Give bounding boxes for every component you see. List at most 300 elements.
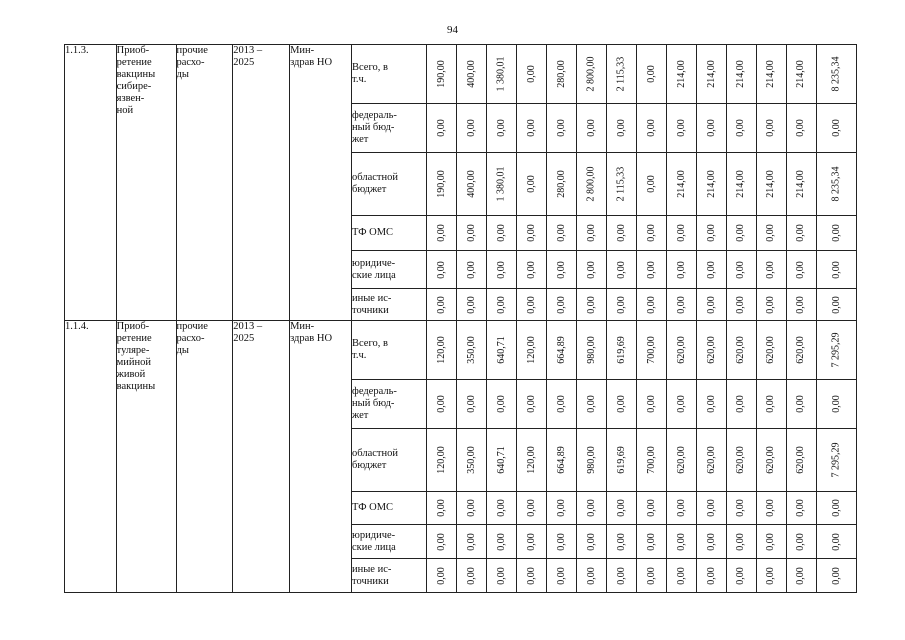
value-cell xyxy=(816,153,856,216)
value-cell xyxy=(547,492,577,525)
value-cell xyxy=(457,559,487,593)
value-cell xyxy=(607,153,637,216)
value-text: 0,00 xyxy=(735,295,747,314)
value-text: 350,00 xyxy=(465,336,477,364)
value-text: 0,00 xyxy=(465,532,477,551)
value-text: 0,00 xyxy=(435,224,447,242)
value-text: 0,00 xyxy=(525,566,537,585)
value-text: 0,00 xyxy=(795,295,807,314)
value-cell xyxy=(786,525,816,559)
value-text: 0,00 xyxy=(795,224,807,242)
value-text: 350,00 xyxy=(465,446,477,474)
value-cell xyxy=(816,525,856,559)
value-text: 0,00 xyxy=(525,395,537,413)
value-text: 280,00 xyxy=(555,60,567,88)
value-text: 0,00 xyxy=(525,175,537,193)
value-text: 620,00 xyxy=(675,336,687,364)
value-cell xyxy=(547,104,577,153)
value-text: 0,00 xyxy=(675,224,687,242)
value-cell xyxy=(816,251,856,289)
value-text: 0,00 xyxy=(555,224,567,242)
value-text: 0,00 xyxy=(585,566,597,585)
value-text: 8 235,34 xyxy=(830,56,842,92)
page-number: 94 xyxy=(447,24,458,36)
value-text: 0,00 xyxy=(765,532,777,551)
value-text: 214,00 xyxy=(795,60,807,88)
value-cell xyxy=(607,104,637,153)
value-text: 400,00 xyxy=(465,170,477,198)
value-cell xyxy=(756,380,786,429)
value-cell xyxy=(786,45,816,104)
value-text: 620,00 xyxy=(705,446,717,474)
value-text: 0,00 xyxy=(435,260,447,279)
value-text: 0,00 xyxy=(830,119,842,137)
value-text: 0,00 xyxy=(735,566,747,585)
value-text: 0,00 xyxy=(495,395,507,413)
value-text: 620,00 xyxy=(765,336,777,364)
value-cell xyxy=(636,321,666,380)
value-text: 0,00 xyxy=(615,119,627,137)
value-cell xyxy=(427,45,457,104)
value-text: 0,00 xyxy=(705,532,717,551)
value-cell xyxy=(726,492,756,525)
value-cell xyxy=(636,559,666,593)
value-text: 0,00 xyxy=(735,532,747,551)
value-text: 0,00 xyxy=(585,119,597,137)
value-text: 214,00 xyxy=(705,170,717,198)
value-text: 280,00 xyxy=(555,170,567,198)
value-cell xyxy=(696,216,726,251)
value-text: 0,00 xyxy=(735,119,747,137)
value-cell xyxy=(427,380,457,429)
value-text: 620,00 xyxy=(795,446,807,474)
value-cell xyxy=(547,153,577,216)
value-cell xyxy=(607,429,637,492)
table-row xyxy=(65,45,857,104)
value-text: 0,00 xyxy=(795,119,807,137)
value-text: 214,00 xyxy=(735,170,747,198)
value-cell xyxy=(427,216,457,251)
value-text: 0,00 xyxy=(795,566,807,585)
value-text: 0,00 xyxy=(735,260,747,279)
value-cell xyxy=(786,153,816,216)
value-cell xyxy=(577,559,607,593)
period: 2013 – 2025 xyxy=(233,45,290,321)
value-cell xyxy=(726,45,756,104)
value-text: 0,00 xyxy=(525,224,537,242)
table-row xyxy=(65,321,857,380)
value-cell xyxy=(427,559,457,593)
value-cell xyxy=(696,251,726,289)
value-text: 640,71 xyxy=(495,336,507,364)
value-cell xyxy=(636,492,666,525)
value-cell xyxy=(666,104,696,153)
value-cell xyxy=(756,321,786,380)
value-text: 0,00 xyxy=(830,295,842,314)
value-cell xyxy=(607,559,637,593)
value-text: 0,00 xyxy=(795,499,807,517)
value-cell xyxy=(696,153,726,216)
value-text: 190,00 xyxy=(435,170,447,198)
value-cell xyxy=(607,251,637,289)
value-text: 980,00 xyxy=(585,446,597,474)
value-text: 0,00 xyxy=(555,395,567,413)
value-text: 0,00 xyxy=(645,260,657,279)
value-cell xyxy=(487,104,517,153)
value-cell xyxy=(457,525,487,559)
value-text: 7 295,29 xyxy=(830,332,842,368)
funding-source-label: федераль- ный бюд- жет xyxy=(352,104,427,153)
value-text: 620,00 xyxy=(735,446,747,474)
value-text: 2 115,33 xyxy=(615,166,627,202)
value-cell xyxy=(816,380,856,429)
value-cell xyxy=(756,104,786,153)
value-cell xyxy=(666,559,696,593)
value-text: 620,00 xyxy=(735,336,747,364)
value-text: 0,00 xyxy=(435,499,447,517)
value-cell xyxy=(726,216,756,251)
value-text: 0,00 xyxy=(525,260,537,279)
value-text: 0,00 xyxy=(615,224,627,242)
value-cell xyxy=(636,45,666,104)
value-text: 0,00 xyxy=(675,566,687,585)
value-text: 0,00 xyxy=(615,260,627,279)
value-cell xyxy=(786,492,816,525)
value-cell xyxy=(756,251,786,289)
value-cell xyxy=(487,153,517,216)
value-text: 620,00 xyxy=(795,336,807,364)
value-text: 0,00 xyxy=(435,295,447,314)
value-cell xyxy=(756,429,786,492)
value-text: 0,00 xyxy=(765,566,777,585)
value-cell xyxy=(577,216,607,251)
value-cell xyxy=(816,289,856,321)
value-text: 2 800,00 xyxy=(585,56,597,92)
value-text: 620,00 xyxy=(705,336,717,364)
value-text: 0,00 xyxy=(555,532,567,551)
value-cell xyxy=(636,429,666,492)
value-cell xyxy=(547,429,577,492)
value-cell xyxy=(517,429,547,492)
value-cell xyxy=(457,321,487,380)
value-cell xyxy=(487,216,517,251)
value-text: 0,00 xyxy=(435,532,447,551)
value-text: 0,00 xyxy=(585,499,597,517)
value-text: 0,00 xyxy=(615,566,627,585)
value-cell xyxy=(756,216,786,251)
value-text: 0,00 xyxy=(585,532,597,551)
value-cell xyxy=(457,251,487,289)
value-text: 0,00 xyxy=(830,499,842,517)
value-text: 0,00 xyxy=(705,295,717,314)
value-cell xyxy=(517,216,547,251)
funding-source-label: областной бюджет xyxy=(352,429,427,492)
value-cell xyxy=(487,429,517,492)
value-text: 0,00 xyxy=(795,532,807,551)
value-text: 0,00 xyxy=(735,224,747,242)
value-cell xyxy=(756,525,786,559)
value-cell xyxy=(457,380,487,429)
executor: Мин- здрав НО xyxy=(290,321,352,593)
value-cell xyxy=(696,289,726,321)
value-cell xyxy=(726,251,756,289)
funding-source-label: юридиче- ские лица xyxy=(352,525,427,559)
value-text: 1 380,01 xyxy=(495,166,507,202)
value-text: 0,00 xyxy=(525,295,537,314)
value-cell xyxy=(786,251,816,289)
value-cell xyxy=(666,492,696,525)
value-cell xyxy=(457,289,487,321)
value-text: 214,00 xyxy=(675,170,687,198)
value-cell xyxy=(726,153,756,216)
value-text: 0,00 xyxy=(465,260,477,279)
value-cell xyxy=(457,492,487,525)
value-text: 0,00 xyxy=(495,260,507,279)
value-cell xyxy=(726,559,756,593)
value-text: 0,00 xyxy=(525,65,537,83)
value-text: 0,00 xyxy=(645,119,657,137)
value-cell xyxy=(726,429,756,492)
value-text: 120,00 xyxy=(525,446,537,474)
value-cell xyxy=(786,321,816,380)
value-text: 0,00 xyxy=(735,499,747,517)
value-text: 7 295,29 xyxy=(830,442,842,478)
value-cell xyxy=(696,104,726,153)
value-text: 0,00 xyxy=(435,119,447,137)
value-text: 0,00 xyxy=(675,395,687,413)
value-text: 0,00 xyxy=(705,499,717,517)
value-text: 120,00 xyxy=(435,336,447,364)
value-cell xyxy=(726,321,756,380)
value-cell xyxy=(577,251,607,289)
value-cell xyxy=(696,492,726,525)
value-text: 214,00 xyxy=(795,170,807,198)
value-text: 0,00 xyxy=(495,532,507,551)
value-text: 0,00 xyxy=(525,499,537,517)
value-cell xyxy=(816,492,856,525)
value-text: 0,00 xyxy=(585,295,597,314)
value-cell xyxy=(726,104,756,153)
value-text: 0,00 xyxy=(615,295,627,314)
value-cell xyxy=(756,289,786,321)
value-text: 640,71 xyxy=(495,446,507,474)
value-cell xyxy=(666,289,696,321)
value-cell xyxy=(427,492,457,525)
value-text: 0,00 xyxy=(525,532,537,551)
value-text: 0,00 xyxy=(645,499,657,517)
value-text: 0,00 xyxy=(830,260,842,279)
value-cell xyxy=(756,45,786,104)
value-text: 0,00 xyxy=(705,224,717,242)
value-cell xyxy=(666,251,696,289)
funding-source-label: иные ис- точники xyxy=(352,559,427,593)
value-text: 214,00 xyxy=(675,60,687,88)
value-text: 0,00 xyxy=(645,224,657,242)
funding-source-label: федераль- ный бюд- жет xyxy=(352,380,427,429)
value-cell xyxy=(607,492,637,525)
value-text: 0,00 xyxy=(495,499,507,517)
value-text: 0,00 xyxy=(465,224,477,242)
value-cell xyxy=(547,525,577,559)
value-cell xyxy=(457,45,487,104)
value-cell xyxy=(666,525,696,559)
value-cell xyxy=(487,289,517,321)
value-cell xyxy=(547,559,577,593)
value-text: 0,00 xyxy=(705,566,717,585)
value-text: 214,00 xyxy=(705,60,717,88)
value-text: 0,00 xyxy=(645,175,657,193)
value-cell xyxy=(577,45,607,104)
funding-source-label: юридиче- ские лица xyxy=(352,251,427,289)
value-text: 0,00 xyxy=(555,295,567,314)
value-text: 0,00 xyxy=(555,499,567,517)
value-cell xyxy=(666,321,696,380)
value-cell xyxy=(547,321,577,380)
value-text: 0,00 xyxy=(765,295,777,314)
value-cell xyxy=(517,45,547,104)
value-cell xyxy=(786,559,816,593)
value-text: 0,00 xyxy=(555,260,567,279)
value-cell xyxy=(577,321,607,380)
measure-name: Приоб- ретение туляре- мийной живой вакцины xyxy=(116,321,176,593)
value-text: 664,89 xyxy=(555,336,567,364)
value-cell xyxy=(636,153,666,216)
value-text: 0,00 xyxy=(555,566,567,585)
value-cell xyxy=(577,104,607,153)
value-cell xyxy=(786,380,816,429)
cost-type: прочие расхо- ды xyxy=(176,45,233,321)
value-cell xyxy=(636,104,666,153)
value-cell xyxy=(607,216,637,251)
value-text: 0,00 xyxy=(705,260,717,279)
value-text: 0,00 xyxy=(645,566,657,585)
value-text: 0,00 xyxy=(615,499,627,517)
value-cell xyxy=(487,321,517,380)
value-text: 214,00 xyxy=(765,170,777,198)
value-text: 0,00 xyxy=(830,395,842,413)
value-text: 214,00 xyxy=(735,60,747,88)
period: 2013 – 2025 xyxy=(233,321,290,593)
value-cell xyxy=(487,525,517,559)
value-cell xyxy=(427,251,457,289)
value-text: 700,00 xyxy=(645,446,657,474)
value-cell xyxy=(696,525,726,559)
value-cell xyxy=(487,380,517,429)
value-text: 0,00 xyxy=(675,295,687,314)
value-cell xyxy=(816,321,856,380)
value-cell xyxy=(786,429,816,492)
value-cell xyxy=(666,216,696,251)
value-cell xyxy=(607,45,637,104)
value-cell xyxy=(726,380,756,429)
value-text: 0,00 xyxy=(465,499,477,517)
value-text: 8 235,34 xyxy=(830,166,842,202)
value-text: 0,00 xyxy=(675,260,687,279)
value-cell xyxy=(427,153,457,216)
value-cell xyxy=(427,289,457,321)
value-text: 0,00 xyxy=(830,224,842,242)
value-text: 190,00 xyxy=(435,60,447,88)
value-cell xyxy=(786,289,816,321)
value-cell xyxy=(577,289,607,321)
value-text: 0,00 xyxy=(465,395,477,413)
value-text: 0,00 xyxy=(645,295,657,314)
value-text: 0,00 xyxy=(495,119,507,137)
value-text: 120,00 xyxy=(435,446,447,474)
measure-code: 1.1.3. xyxy=(65,45,117,321)
measure-code: 1.1.4. xyxy=(65,321,117,593)
budget-table xyxy=(64,44,857,593)
value-cell xyxy=(666,45,696,104)
value-cell xyxy=(487,559,517,593)
funding-source-label: Всего, в т.ч. xyxy=(352,45,427,104)
value-text: 0,00 xyxy=(465,119,477,137)
value-cell xyxy=(696,321,726,380)
value-cell xyxy=(517,559,547,593)
value-cell xyxy=(696,429,726,492)
value-text: 0,00 xyxy=(555,119,567,137)
value-cell xyxy=(487,251,517,289)
value-text: 0,00 xyxy=(795,260,807,279)
value-cell xyxy=(786,216,816,251)
value-cell xyxy=(427,321,457,380)
value-cell xyxy=(427,429,457,492)
funding-source-label: иные ис- точники xyxy=(352,289,427,321)
value-text: 0,00 xyxy=(585,395,597,413)
value-cell xyxy=(577,492,607,525)
measure-name: Приоб- ретение вакцины сибире- язвен- ной xyxy=(116,45,176,321)
value-text: 120,00 xyxy=(525,336,537,364)
value-text: 0,00 xyxy=(525,119,537,137)
value-text: 214,00 xyxy=(765,60,777,88)
value-cell xyxy=(666,153,696,216)
value-text: 0,00 xyxy=(675,119,687,137)
value-cell xyxy=(636,216,666,251)
value-text: 0,00 xyxy=(705,395,717,413)
value-cell xyxy=(577,525,607,559)
value-cell xyxy=(517,321,547,380)
value-text: 0,00 xyxy=(645,532,657,551)
value-text: 0,00 xyxy=(705,119,717,137)
value-text: 0,00 xyxy=(435,395,447,413)
value-text: 619,69 xyxy=(615,336,627,364)
value-text: 619,69 xyxy=(615,446,627,474)
value-text: 0,00 xyxy=(495,295,507,314)
value-cell xyxy=(816,429,856,492)
value-cell xyxy=(816,45,856,104)
value-cell xyxy=(607,321,637,380)
value-text: 400,00 xyxy=(465,60,477,88)
value-cell xyxy=(547,289,577,321)
value-cell xyxy=(816,559,856,593)
value-cell xyxy=(636,525,666,559)
value-cell xyxy=(547,251,577,289)
value-cell xyxy=(517,153,547,216)
funding-source-label: областной бюджет xyxy=(352,153,427,216)
value-cell xyxy=(427,525,457,559)
value-text: 2 800,00 xyxy=(585,166,597,202)
value-cell xyxy=(517,289,547,321)
value-text: 620,00 xyxy=(675,446,687,474)
value-text: 0,00 xyxy=(435,566,447,585)
value-cell xyxy=(786,104,816,153)
value-cell xyxy=(607,289,637,321)
value-text: 0,00 xyxy=(615,395,627,413)
value-text: 0,00 xyxy=(765,224,777,242)
value-cell xyxy=(517,492,547,525)
value-cell xyxy=(457,216,487,251)
value-cell xyxy=(756,153,786,216)
